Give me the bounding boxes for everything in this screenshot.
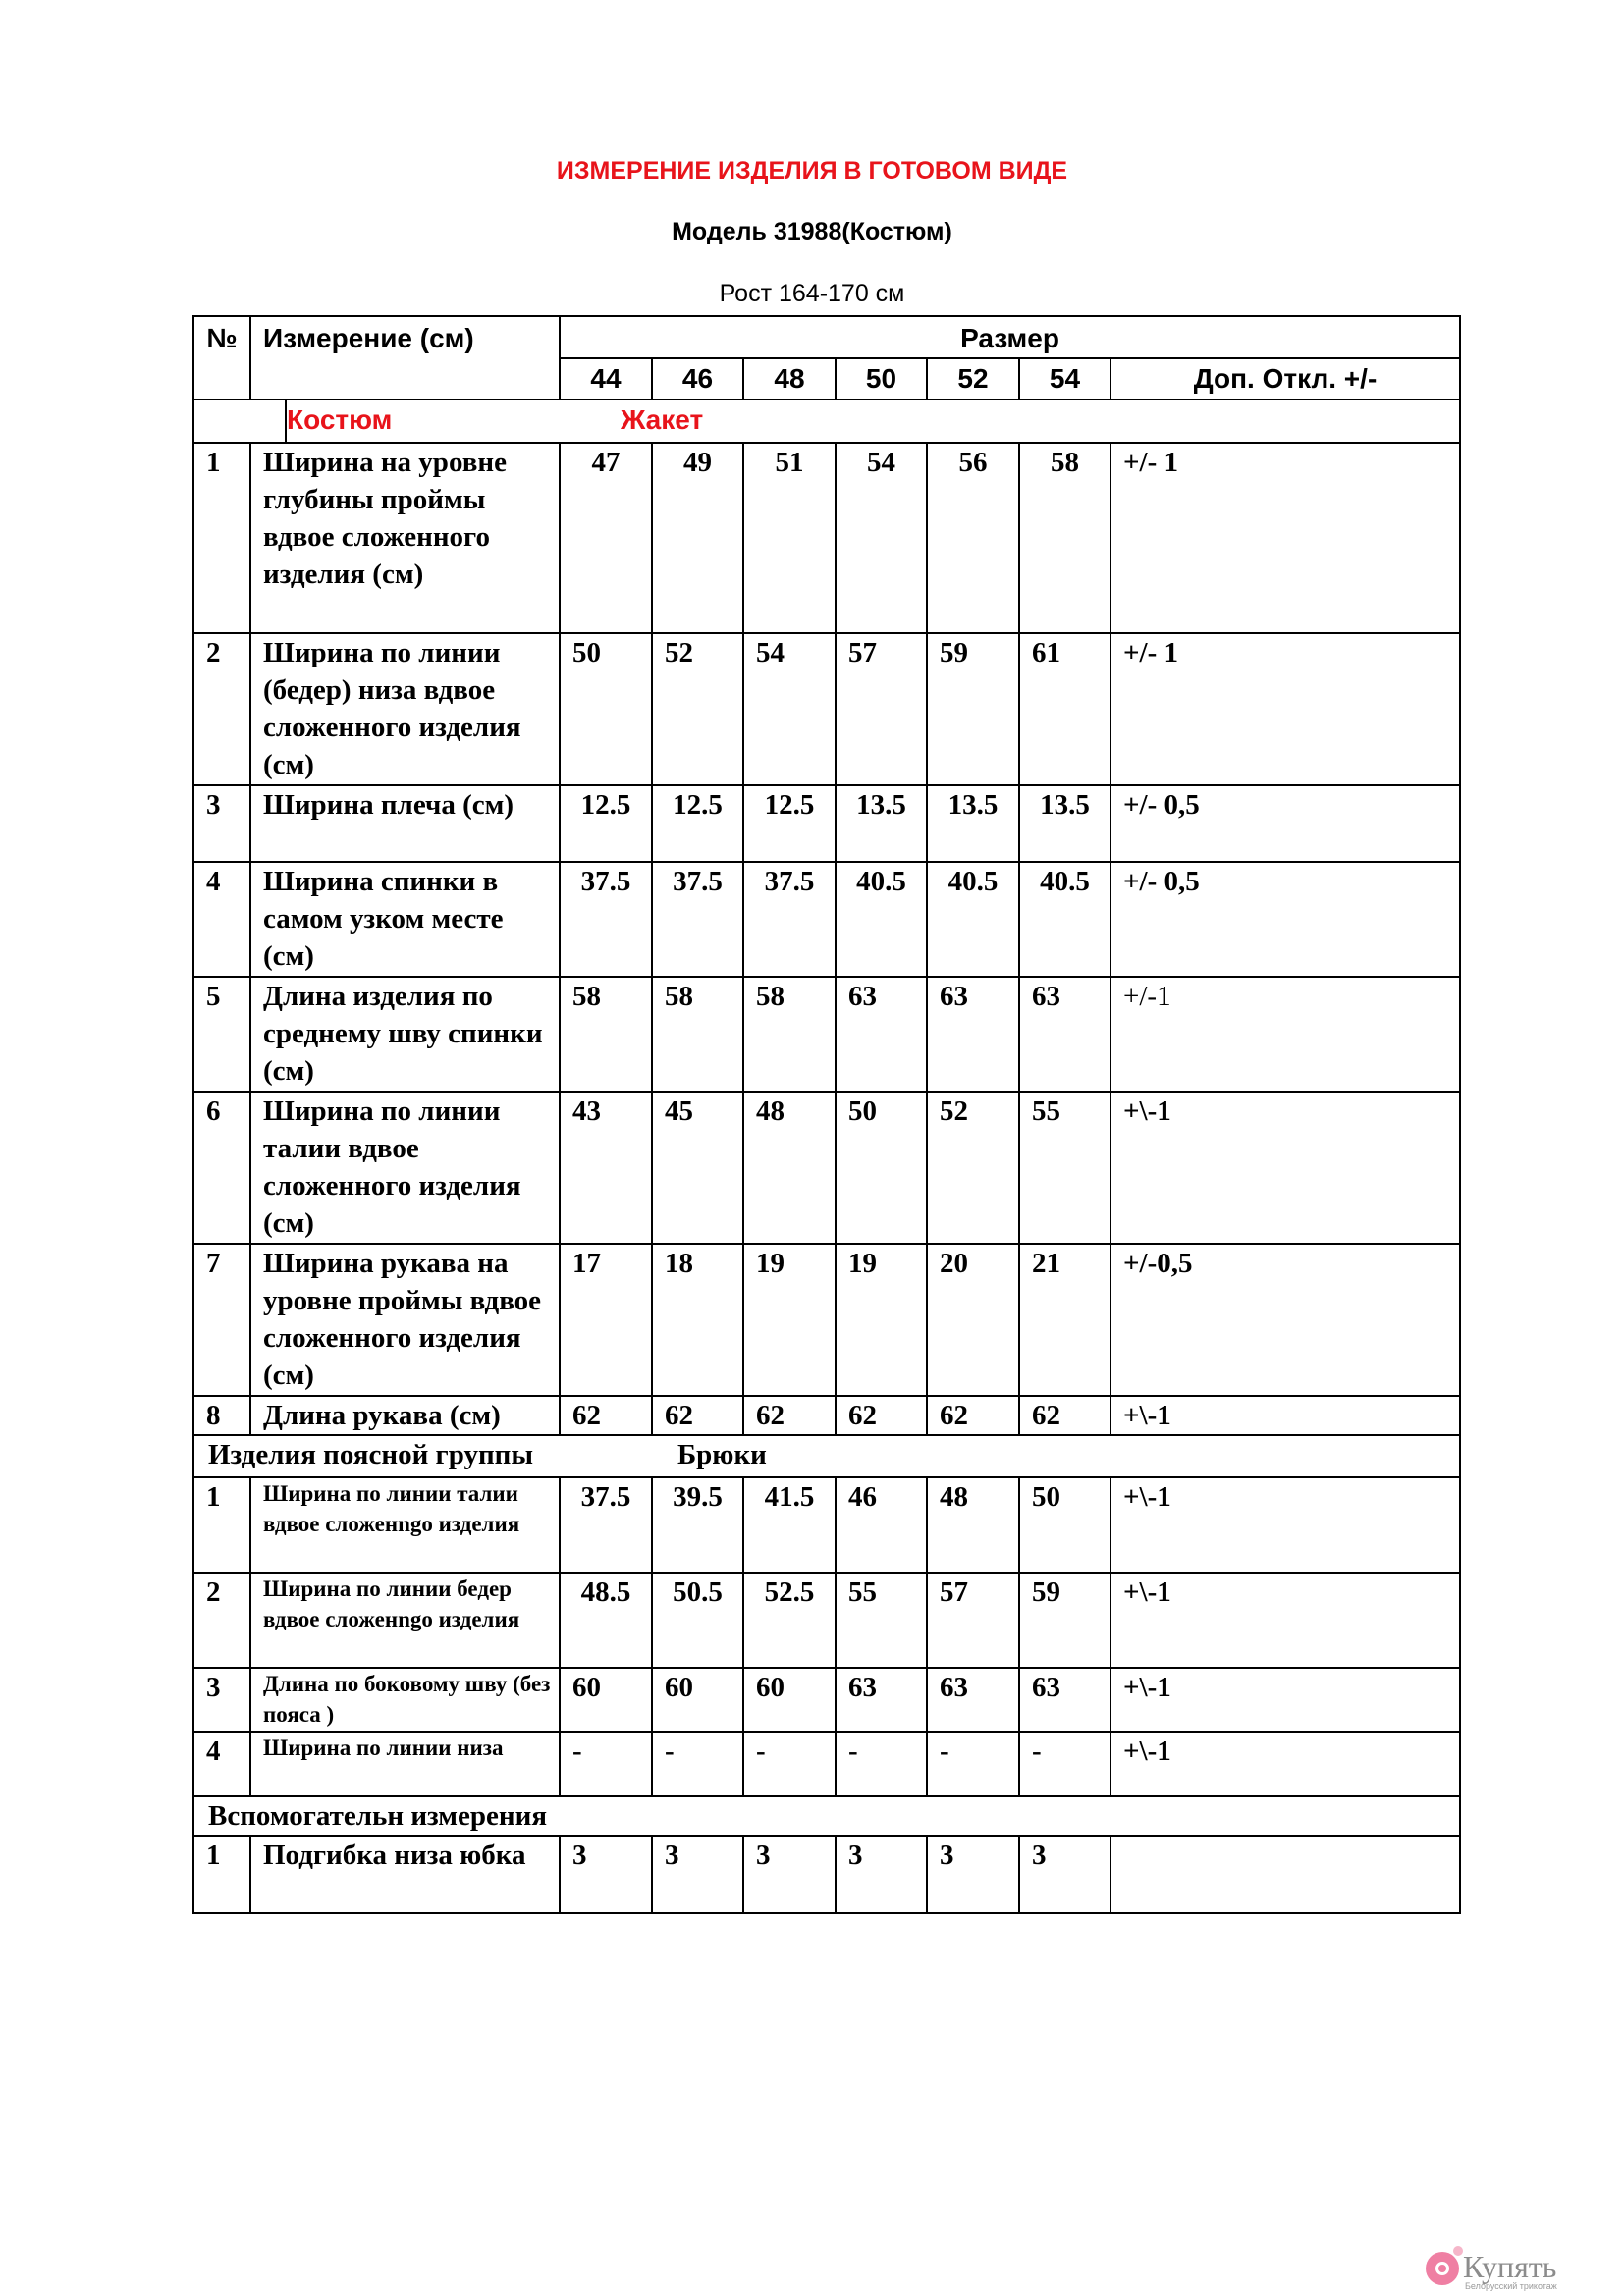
row-label: Ширина плеча (см)	[250, 785, 560, 862]
row-value: 58	[743, 977, 836, 1092]
row-value: 40.5	[927, 862, 1019, 977]
table-row	[193, 633, 1460, 785]
row-value: 63	[836, 1668, 927, 1732]
row-number: 7	[193, 1244, 250, 1396]
row-value: 63	[927, 977, 1019, 1092]
row-value: -	[743, 1732, 836, 1796]
row-tolerance: +/- 0,5	[1110, 862, 1460, 977]
row-tolerance	[1110, 1836, 1460, 1913]
row-value: 62	[836, 1396, 927, 1435]
row-value: 50.5	[652, 1573, 743, 1668]
row-value: -	[927, 1732, 1019, 1796]
brand-watermark	[1426, 2250, 1612, 2293]
row-value: 63	[1019, 977, 1110, 1092]
row-number: 1	[193, 1836, 250, 1913]
row-value: 58	[1019, 443, 1110, 633]
row-value: 50	[560, 633, 652, 785]
row-label: Ширина по линии талии вдвое сложенngo изделия	[250, 1477, 560, 1573]
row-value: 12.5	[743, 785, 836, 862]
row-value: 52	[927, 1092, 1019, 1244]
row-label: Длина по боковому шву (без пояса )	[250, 1668, 560, 1732]
row-value: 56	[927, 443, 1019, 633]
table-row	[193, 1477, 1460, 1573]
section-jacket: Жакет	[621, 404, 704, 435]
row-number: 8	[193, 1396, 250, 1435]
row-value: 62	[927, 1396, 1019, 1435]
size-col: 54	[1019, 358, 1110, 400]
size-col: 48	[743, 358, 836, 400]
row-number: 5	[193, 977, 250, 1092]
row-value: 37.5	[652, 862, 743, 977]
row-value: 60	[560, 1668, 652, 1732]
row-tolerance: +\-1	[1110, 1477, 1460, 1573]
row-value: 54	[743, 633, 836, 785]
row-value: 48	[927, 1477, 1019, 1573]
size-col: 44	[560, 358, 652, 400]
row-value: 62	[1019, 1396, 1110, 1435]
row-value: 40.5	[836, 862, 927, 977]
row-value: 60	[652, 1668, 743, 1732]
section-costume: Костюм	[287, 404, 393, 435]
row-value: 52.5	[743, 1573, 836, 1668]
row-value: 61	[1019, 633, 1110, 785]
table-row	[193, 1396, 1460, 1435]
row-number: 4	[193, 862, 250, 977]
row-value: 52	[652, 633, 743, 785]
table-row	[193, 785, 1460, 862]
row-value: 41.5	[743, 1477, 836, 1573]
row-label: Подгибка низа юбка	[250, 1836, 560, 1913]
row-number: 6	[193, 1092, 250, 1244]
row-value: 45	[652, 1092, 743, 1244]
row-value: 18	[652, 1244, 743, 1396]
header-measure: Измерение (см)	[250, 316, 560, 400]
section-header-auxiliary	[193, 1796, 1460, 1836]
row-value: 12.5	[560, 785, 652, 862]
row-value: 62	[652, 1396, 743, 1435]
row-label: Ширина на уровне глубины проймы вдвое сложенного изделия (см)	[250, 443, 560, 633]
size-col: 46	[652, 358, 743, 400]
section-header-suit	[193, 400, 1460, 443]
tolerance-header: Доп. Откл. +/-	[1110, 358, 1460, 400]
row-value: 37.5	[560, 862, 652, 977]
row-value: 60	[743, 1668, 836, 1732]
section-waist-group: Изделия поясной группы	[208, 1439, 534, 1470]
row-label: Ширина по линии (бедер) низа вдвое сложенного изделия (см)	[250, 633, 560, 785]
measurements-table	[192, 315, 1461, 1914]
row-value: 54	[836, 443, 927, 633]
row-tolerance: +/-0,5	[1110, 1244, 1460, 1396]
row-label: Ширина рукава на уровне проймы вдвое сложенного изделия (см)	[250, 1244, 560, 1396]
row-value: 3	[560, 1836, 652, 1913]
row-number: 3	[193, 785, 250, 862]
row-value: 13.5	[836, 785, 927, 862]
row-value: 3	[836, 1836, 927, 1913]
row-value: 55	[836, 1573, 927, 1668]
height-range: Рост 164-170 см	[719, 280, 905, 307]
row-value: 57	[927, 1573, 1019, 1668]
model-name: Модель 31988(Костюм)	[672, 218, 952, 245]
row-value: 47	[560, 443, 652, 633]
row-value: 50	[1019, 1477, 1110, 1573]
brand-tagline: Белорусский трикотаж	[1465, 2281, 1557, 2291]
row-value: 49	[652, 443, 743, 633]
row-value: 62	[560, 1396, 652, 1435]
row-value: 58	[560, 977, 652, 1092]
row-tolerance: +\-1	[1110, 1732, 1460, 1796]
table-row	[193, 1244, 1460, 1396]
row-tolerance: +\-1	[1110, 1396, 1460, 1435]
row-number: 1	[193, 1477, 250, 1573]
table-row	[193, 862, 1460, 977]
row-value: 40.5	[1019, 862, 1110, 977]
logo-icon	[1426, 2252, 1459, 2285]
row-value: 12.5	[652, 785, 743, 862]
row-tolerance: +/- 1	[1110, 633, 1460, 785]
row-tolerance: +\-1	[1110, 1668, 1460, 1732]
row-label: Длина изделия по среднему шву спинки (см)	[250, 977, 560, 1092]
row-value: 51	[743, 443, 836, 633]
row-value: 48.5	[560, 1573, 652, 1668]
row-tolerance: +/-1	[1110, 977, 1460, 1092]
document-title: ИЗМЕРЕНИЕ ИЗДЕЛИЯ В ГОТОВОМ ВИДЕ	[556, 157, 1068, 185]
row-value: 62	[743, 1396, 836, 1435]
row-value: -	[1019, 1732, 1110, 1796]
section-trousers: Брюки	[677, 1439, 767, 1470]
row-value: -	[836, 1732, 927, 1796]
row-label: Ширина по линии талии вдвое сложенного изделия (см)	[250, 1092, 560, 1244]
row-label: Ширина по линии бедер вдвое сложенngo изделия	[250, 1573, 560, 1668]
row-value: 63	[1019, 1668, 1110, 1732]
row-value: 59	[1019, 1573, 1110, 1668]
row-value: 17	[560, 1244, 652, 1396]
table-row	[193, 1668, 1460, 1732]
row-label: Ширина спинки в самом узком месте (см)	[250, 862, 560, 977]
row-value: 13.5	[1019, 785, 1110, 862]
row-value: 63	[927, 1668, 1019, 1732]
row-value: 3	[1019, 1836, 1110, 1913]
row-label: Длина рукава (см)	[250, 1396, 560, 1435]
table-row	[193, 977, 1460, 1092]
row-value: 63	[836, 977, 927, 1092]
row-value: 3	[743, 1836, 836, 1913]
row-value: 46	[836, 1477, 927, 1573]
row-number: 1	[193, 443, 250, 633]
row-value: 50	[836, 1092, 927, 1244]
header-size: Размер	[560, 316, 1460, 358]
row-value: 3	[927, 1836, 1019, 1913]
row-value: 19	[836, 1244, 927, 1396]
size-col: 50	[836, 358, 927, 400]
row-value: 59	[927, 633, 1019, 785]
section-auxiliary: Вспомогательн измерения	[193, 1796, 1460, 1836]
row-value: 21	[1019, 1244, 1110, 1396]
table-row	[193, 1732, 1460, 1796]
row-value: 58	[652, 977, 743, 1092]
row-value: 57	[836, 633, 927, 785]
size-col: 52	[927, 358, 1019, 400]
row-label: Ширина по линии низа	[250, 1732, 560, 1796]
row-value: 19	[743, 1244, 836, 1396]
row-value: 48	[743, 1092, 836, 1244]
row-value: 13.5	[927, 785, 1019, 862]
row-value: 20	[927, 1244, 1019, 1396]
brand-name: Купять	[1463, 2249, 1557, 2284]
header-no: №	[193, 316, 250, 400]
row-value: 39.5	[652, 1477, 743, 1573]
table-row	[193, 1836, 1460, 1913]
row-value: -	[652, 1732, 743, 1796]
table-row	[193, 1092, 1460, 1244]
row-value: 43	[560, 1092, 652, 1244]
row-number: 2	[193, 633, 250, 785]
row-value: 37.5	[743, 862, 836, 977]
row-value: 37.5	[560, 1477, 652, 1573]
row-number: 4	[193, 1732, 250, 1796]
row-tolerance: +/- 0,5	[1110, 785, 1460, 862]
row-number: 2	[193, 1573, 250, 1668]
row-tolerance: +\-1	[1110, 1573, 1460, 1668]
row-number: 3	[193, 1668, 250, 1732]
section-header-waist	[193, 1435, 1460, 1477]
row-value: -	[560, 1732, 652, 1796]
row-value: 55	[1019, 1092, 1110, 1244]
row-tolerance: +/- 1	[1110, 443, 1460, 633]
row-value: 3	[652, 1836, 743, 1913]
row-tolerance: +\-1	[1110, 1092, 1460, 1244]
table-row	[193, 443, 1460, 633]
logo-dot-icon	[1453, 2246, 1463, 2256]
table-row	[193, 1573, 1460, 1668]
